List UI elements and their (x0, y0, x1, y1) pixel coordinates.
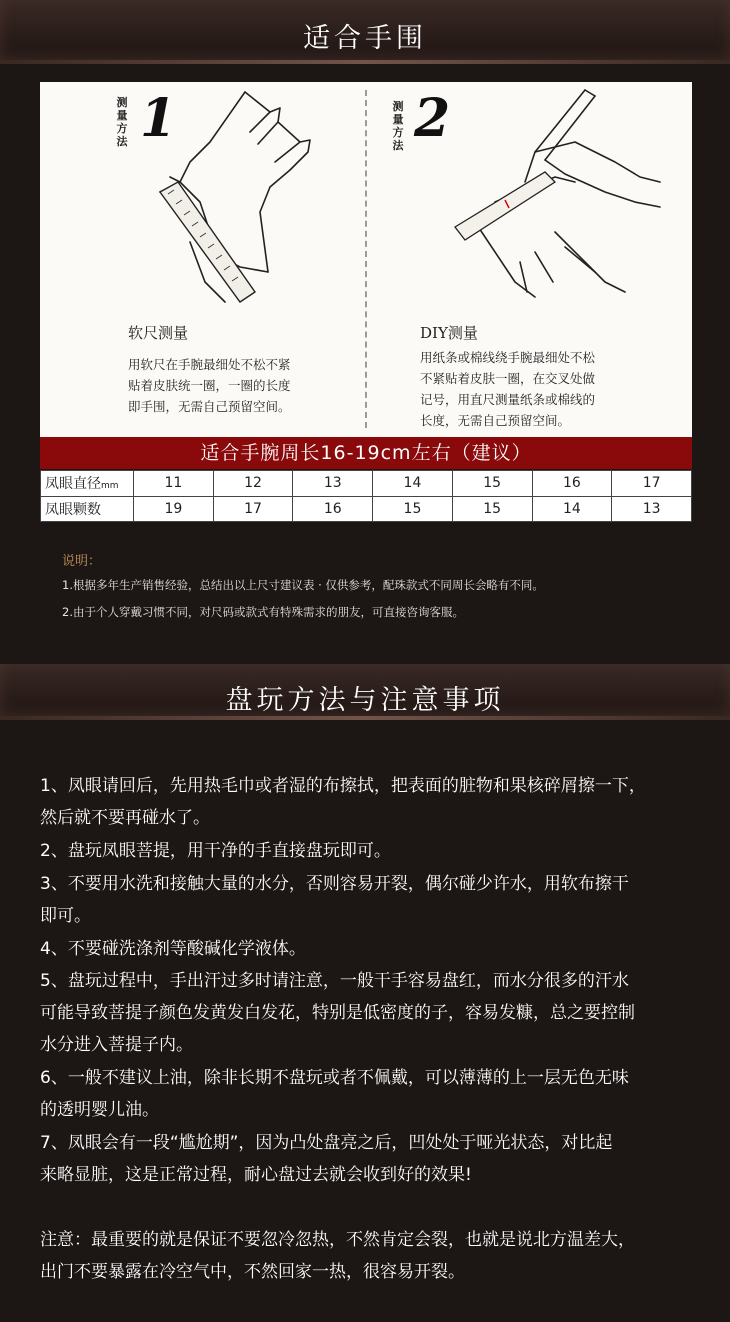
section-title: 盘玩方法与注意事项 (225, 685, 505, 716)
note-item: 1.根据多年生产销售经验，总结出以上尺寸建议表 · 仅供参考，配珠款式不同周长会略有不同。 (62, 578, 544, 592)
method1-vertical-label: 测 量 方 法 (116, 96, 128, 148)
table-cell: 15 (373, 496, 453, 522)
method2-heading: DIY测量 (420, 324, 478, 342)
measurement-panel (40, 82, 692, 437)
tape-measure-hand-illustration (150, 82, 320, 307)
care-item-6: 6、一般不建议上油，除非长期不盘玩或者不佩戴，可以薄薄的上一层无色无味 的透明婴儿油。 (40, 1068, 629, 1120)
table-cell: 15 (452, 496, 532, 522)
table-cell: 17 (612, 471, 692, 497)
method1-description: 用软尺在手腕最细处不松不紧 贴着皮肤统一圈，一圈的长度 即手围，无需自己预留空间。 (128, 357, 291, 414)
table-cell: 15 (452, 471, 532, 497)
section-title: 适合手围 (303, 23, 427, 54)
care-item-1: 1、凤眼请回后，先用热毛巾或者湿的布擦拭，把表面的脏物和果核碎屑擦一下， 然后就不要再碰水了。 (40, 776, 646, 828)
row-label-count: 凤眼颗数 (41, 496, 134, 522)
care-item-4: 4、不要碰洗涤剂等酸碱化学液体。 (40, 939, 306, 959)
banner-edge (0, 60, 730, 64)
care-item-7: 7、凤眼会有一段“尴尬期”，因为凸处盘亮之后，凹处处于哑光状态，对比起 来略显脏，这是正常过程，耐心盘过去就会收到好的效果! (40, 1133, 613, 1185)
notes-title: 说明： (62, 554, 102, 569)
recommended-wrist-size-banner: 适合手腕周长16-19cm左右（建议） (40, 437, 692, 469)
method2-vertical-label: 测 量 方 法 (392, 100, 404, 152)
table-row (41, 496, 692, 522)
note-item: 2.由于个人穿戴习惯不同，对尺码或款式有特殊需求的朋友，可直接咨询客服。 (62, 605, 464, 619)
panel-divider (365, 90, 367, 428)
table-cell: 16 (293, 496, 373, 522)
table-cell: 17 (213, 496, 293, 522)
section-header-wrist-size (0, 0, 730, 64)
table-cell: 13 (293, 471, 373, 497)
table-cell: 16 (532, 471, 612, 497)
table-row (41, 471, 692, 497)
banner-edge (0, 716, 730, 720)
warning-note: 注意：最重要的就是保证不要忽冷忽热，不然肯定会裂，也就是说北方温差大， 出门不要暴露在冷空气中，不然回家一热，很容易开裂。 (40, 1230, 635, 1282)
care-item-5: 5、盘玩过程中，手出汗过多时请注意，一般干手容易盘红，而水分很多的汗水 可能导致菩提子颜色发黄发白发花，特别是低密度的子，容易发糠，总之要控制 水分进入菩提子内。 (40, 971, 635, 1055)
table-cell: 14 (373, 471, 453, 497)
table-cell: 13 (612, 496, 692, 522)
method2-description: 用纸条或棉线绕手腕最细处不松 不紧贴着皮肤一圈，在交叉处做 记号，用直尺测量纸条或棉线的 长度，无需自己预留空间。 (420, 350, 596, 428)
table-cell: 19 (134, 496, 214, 522)
table-cell: 14 (532, 496, 612, 522)
method1-heading: 软尺测量 (128, 324, 189, 342)
method1-number: 1 (140, 88, 177, 149)
section-header-care (0, 664, 730, 720)
care-item-3: 3、不要用水洗和接触大量的水分，否则容易开裂，偶尔碰少许水，用软布擦干 即可。 (40, 874, 629, 926)
table-cell: 12 (213, 471, 293, 497)
method2-number: 2 (414, 88, 451, 149)
paper-strip-pen-illustration (435, 82, 665, 307)
table-cell: 11 (134, 471, 214, 497)
size-table (40, 470, 692, 522)
care-item-2: 2、盘玩凤眼菩提，用干净的手直接盘玩即可。 (40, 841, 391, 861)
row-label-diameter: 凤眼直径mm (41, 471, 134, 497)
